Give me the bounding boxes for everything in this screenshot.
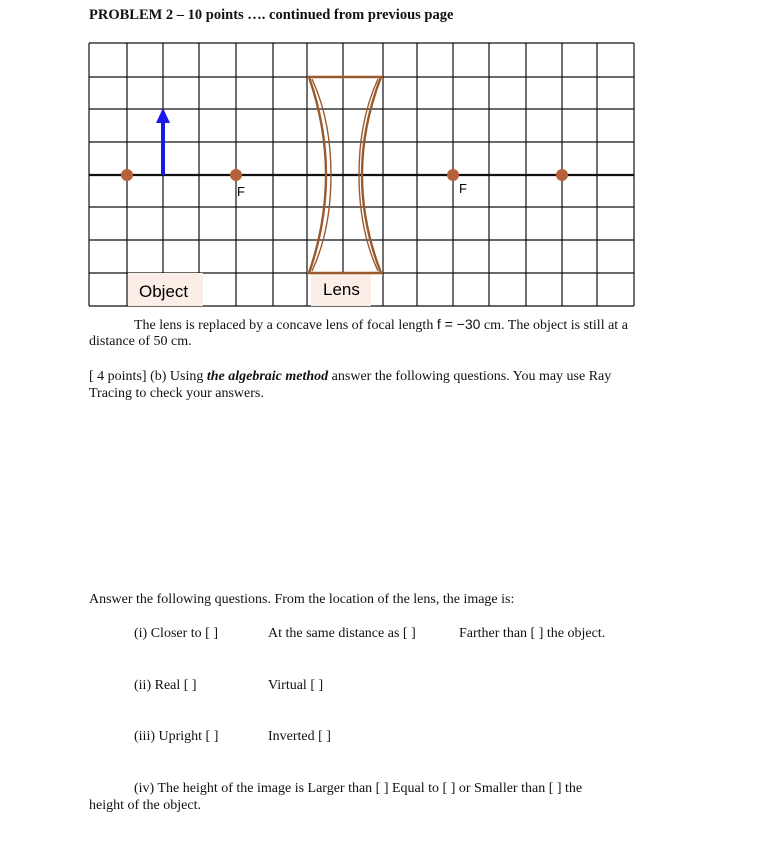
q3-upright: (iii) Upright [ ] <box>134 729 219 744</box>
intro-math: f = −30 <box>436 316 481 332</box>
part-b-method: the algebraic method <box>206 369 329 384</box>
object-label: Object <box>139 282 189 301</box>
lens-diagram <box>0 0 761 320</box>
focal-point-2f-left <box>121 169 133 181</box>
part-b-label: (b) Using <box>150 369 207 384</box>
q2-virtual: Virtual [ ] <box>268 678 324 693</box>
part-b-points: [ 4 points] <box>89 369 147 384</box>
part-b-line-1 <box>89 368 611 385</box>
focal-point-f-left <box>230 169 242 181</box>
focal-label-right: F <box>459 181 467 196</box>
intro-line-1 <box>134 316 628 334</box>
q1-closer: (i) Closer to [ ] <box>134 626 218 641</box>
q1-farther: Farther than [ ] the object. <box>459 626 606 641</box>
intro-text-1b: cm. The object is still at a <box>480 318 628 333</box>
intro-text-1a: The lens is replaced by a concave lens of focal length <box>134 318 437 333</box>
q4-line-2: height of the object. <box>89 798 201 813</box>
part-b-rest: answer the following questions. You may use Ray <box>328 369 612 384</box>
q2-real: (ii) Real [ ] <box>134 678 197 693</box>
q4-line-1: (iv) The height of the image is Larger than [ ] Equal to [ ] or Smaller than [ ] the <box>134 781 583 796</box>
answers-intro: Answer the following questions. From the location of the lens, the image is: <box>89 592 515 607</box>
focal-point-f-right <box>447 169 459 181</box>
focal-label-left: F <box>237 184 245 199</box>
focal-point-2f-right <box>556 169 568 181</box>
lens-label: Lens <box>323 280 360 299</box>
q1-same-distance: At the same distance as [ ] <box>268 626 416 641</box>
q3-inverted: Inverted [ ] <box>268 729 331 744</box>
intro-line-2: distance of 50 cm. <box>89 334 192 349</box>
page-title: PROBLEM 2 – 10 points …. continued from previous page <box>89 7 454 23</box>
object-arrow-head <box>156 108 170 123</box>
part-b-line-2: Tracing to check your answers. <box>89 386 264 401</box>
